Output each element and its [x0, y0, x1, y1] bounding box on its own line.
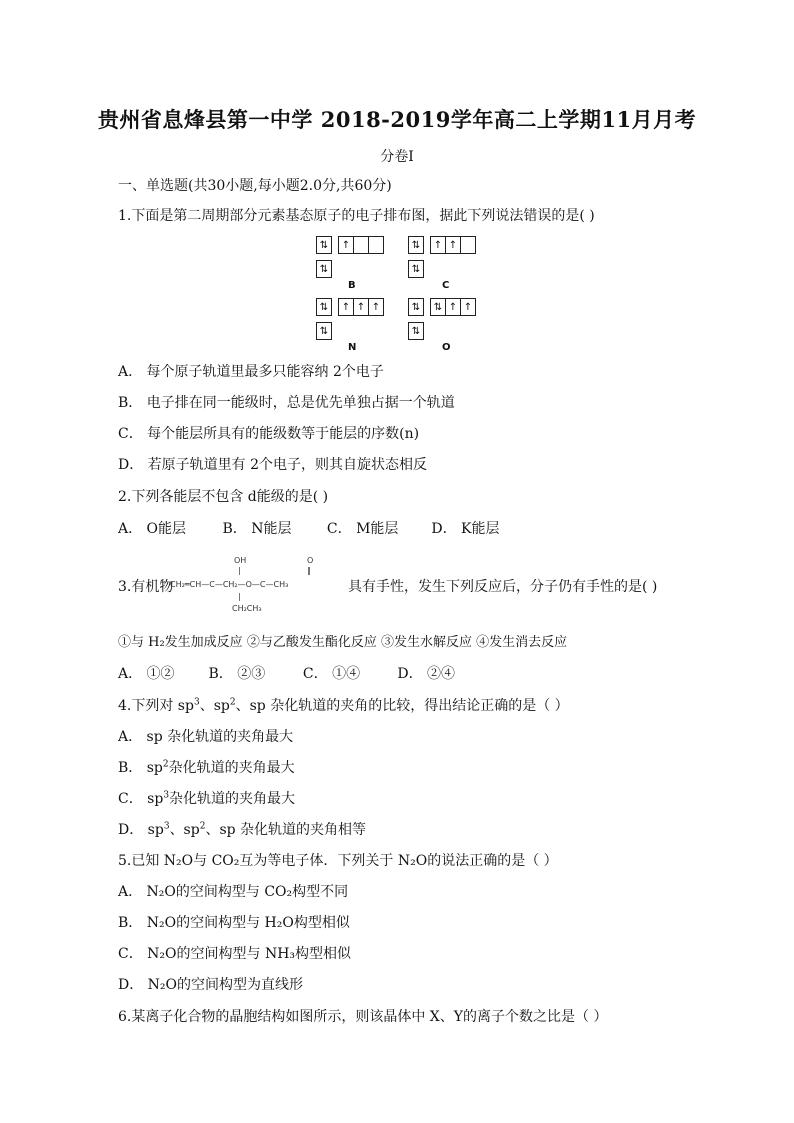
question-4-option-d: D． $sp^3$、$sp^2$、sp 杂化轨道的夹角相等	[118, 821, 367, 838]
element-label-o: O	[442, 342, 451, 353]
question-3-option-d: D． ②④	[397, 666, 456, 682]
question-2-option-b: B． N能层	[222, 521, 292, 537]
question-1-option-c: C． 每个能层所具有的能级数等于能层的序数(n)	[118, 426, 420, 442]
question-1-option-a: A． 每个原子轨道里最多只能容纳 2个电子	[118, 364, 384, 380]
question-4-stem: 4.下列对 $sp^3$、$sp^2$、sp 杂化轨道的夹角的比较，得出结论正确的是（ ）	[118, 697, 569, 714]
structure-carbonyl-o: O	[307, 556, 314, 565]
orbital-o-2s: ⇅	[408, 298, 424, 316]
page-subtitle: 分卷I	[380, 149, 414, 165]
question-5-option-b: B． N₂O的空间构型与 H₂O构型相似	[118, 915, 350, 931]
question-1-option-d: D． 若原子轨道里有 2个电子，则其自旋状态相反	[118, 457, 428, 473]
question-3-option-b: B． ②③	[208, 666, 266, 682]
orbital-diagram	[312, 234, 492, 354]
structure-main-chain: CH₂═CH—C—CH₂—O—C—CH₃	[170, 580, 289, 589]
orbital-c-1s: ⇅	[408, 260, 424, 278]
section-heading: 一、单选题(共30小题,每小题2.0分,共60分)	[118, 178, 392, 194]
question-1-option-b: B． 电子排在同一能级时，总是优先单独占据一个轨道	[118, 395, 455, 411]
question-3-option-a: A． ①②	[118, 666, 175, 682]
question-3-options	[118, 665, 455, 683]
orbital-c-2s: ⇅	[408, 236, 424, 254]
question-4-option-b: B． $sp^2$杂化轨道的夹角最大	[118, 759, 295, 776]
orbital-o-2p: ⇅ ↑ ↑	[430, 298, 476, 316]
page-title: 贵州省息烽县第一中学 2018-2019学年高二上学期11月月考	[97, 107, 697, 132]
question-2-stem: 2.下列各能层不包含 d能级的是( )	[118, 489, 329, 505]
element-label-b: B	[348, 280, 356, 291]
question-4-option-a: A． sp 杂化轨道的夹角最大	[118, 729, 294, 745]
question-3-option-c: C． ①④	[302, 666, 361, 682]
element-label-n: N	[348, 342, 357, 353]
question-6-stem: 6.某离子化合物的晶胞结构如图所示，则该晶体中 X、Y的离子个数之比是（ ）	[118, 1009, 608, 1025]
orbital-n-2p: ↑ ↑ ↑	[338, 298, 384, 316]
question-5-option-a: A． N₂O的空间构型与 CO₂构型不同	[118, 884, 349, 900]
orbital-n-2s: ⇅	[316, 298, 332, 316]
element-label-c: C	[442, 280, 450, 291]
question-4-option-c: C． $sp^3$杂化轨道的夹角最大	[118, 790, 296, 807]
question-2-option-d: D． K能层	[431, 521, 500, 537]
question-3-reactions: ①与 H₂发生加成反应 ②与乙酸发生酯化反应 ③发生水解反应 ④发生消去反应	[118, 635, 568, 650]
orbital-o-1s: ⇅	[408, 322, 424, 340]
question-2-options	[118, 520, 500, 538]
question-5-option-d: D． N₂O的空间构型为直线形	[118, 977, 304, 993]
question-3-stem-pre: 3.有机物	[118, 579, 174, 595]
orbital-n-1s: ⇅	[316, 322, 332, 340]
question-5-stem: 5.已知 N₂O与 CO₂互为等电子体．下列关于 N₂O的说法正确的是（ ）	[118, 853, 558, 869]
question-2-option-c: C． M能层	[326, 521, 399, 537]
structure-oh-group: OH	[234, 556, 247, 565]
question-1-stem: 1.下面是第二周期部分元素基态原子的电子排布图，据此下列说法错误的是( )	[118, 208, 595, 224]
question-5-option-c: C． N₂O的空间构型与 NH₃构型相似	[118, 946, 352, 962]
orbital-b-2p: ↑	[338, 236, 384, 254]
structure-ethyl-group: CH₂CH₃	[232, 604, 262, 613]
orbital-b-2s: ⇅	[316, 236, 332, 254]
question-2-option-a: A． O能层	[118, 521, 187, 537]
question-3-stem-post: 具有手性，发生下列反应后，分子仍有手性的是( )	[348, 579, 658, 595]
organic-structure-formula: OH | O ‖ CH₂═CH—C—CH₂—O—C—CH₃ | CH₂CH₃	[170, 556, 314, 613]
orbital-b-1s: ⇅	[316, 260, 332, 278]
orbital-c-2p: ↑ ↑	[430, 236, 476, 254]
